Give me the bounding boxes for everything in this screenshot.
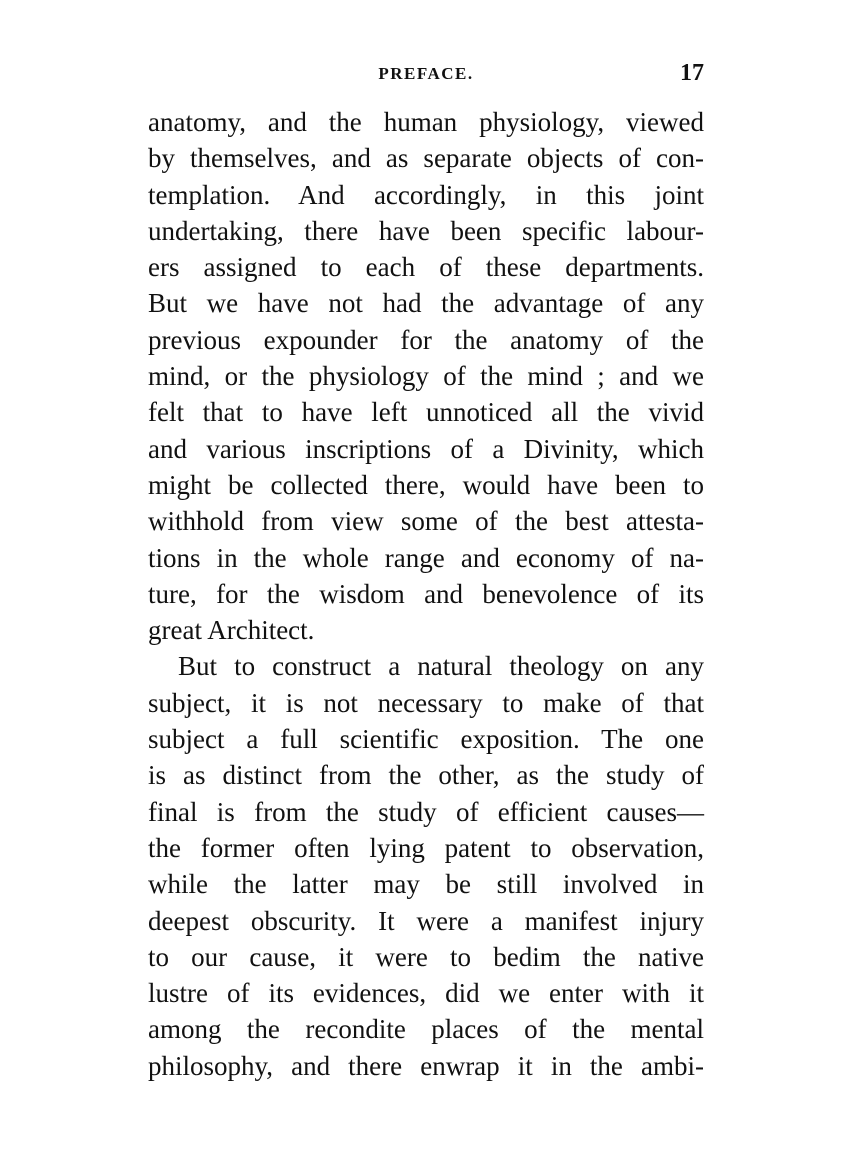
text-line: withhold from view some of the best attesta-	[148, 506, 704, 537]
text-line: deepest obscurity. It were a manifest injury	[148, 905, 704, 936]
text-line: among the recondite places of the mental	[148, 1014, 704, 1045]
text-line: while the latter may be still involved in	[148, 869, 704, 900]
text-line: to our cause, it were to bedim the native	[148, 941, 704, 972]
text-line: But we have not had the advantage of any	[148, 288, 704, 319]
text-line: and various inscriptions of a Divinity, which	[148, 433, 704, 464]
text-line: by themselves, and as separate objects of con-	[148, 143, 704, 174]
paragraph-end-line: great Architect.	[148, 615, 315, 646]
text-line: mind, or the physiology of the mind ; and we	[148, 361, 704, 392]
text-line: undertaking, there have been specific labour-	[148, 215, 704, 246]
text-line: philosophy, and there enwrap it in the ambi-	[148, 1050, 704, 1081]
text-line: final is from the study of efficient causes—	[148, 796, 704, 827]
paragraph-start-line: But to construct a natural theology on any	[178, 651, 704, 682]
running-head	[148, 60, 704, 88]
page-number: 17	[680, 60, 704, 86]
text-line: felt that to have left unnoticed all the vivid	[148, 397, 704, 428]
text-line: previous expounder for the anatomy of the	[148, 324, 704, 355]
text-line: subject, it is not necessary to make of that	[148, 687, 704, 718]
body-text	[148, 104, 704, 1084]
text-line: subject a full scientific exposition. The one	[148, 724, 704, 755]
text-line: the former often lying patent to observation,	[148, 832, 704, 863]
text-line: tions in the whole range and economy of na-	[148, 542, 704, 573]
running-head-title: PREFACE.	[378, 64, 474, 83]
text-line: is as distinct from the other, as the study of	[148, 760, 704, 791]
text-line: templation. And accordingly, in this joint	[148, 179, 704, 210]
text-line: might be collected there, would have been to	[148, 469, 704, 500]
text-line: anatomy, and the human physiology, viewed	[148, 107, 704, 137]
text-line: ture, for the wisdom and benevolence of its	[148, 578, 704, 609]
text-line: ers assigned to each of these departments.	[148, 252, 704, 283]
text-line: lustre of its evidences, did we enter with it	[148, 978, 704, 1009]
